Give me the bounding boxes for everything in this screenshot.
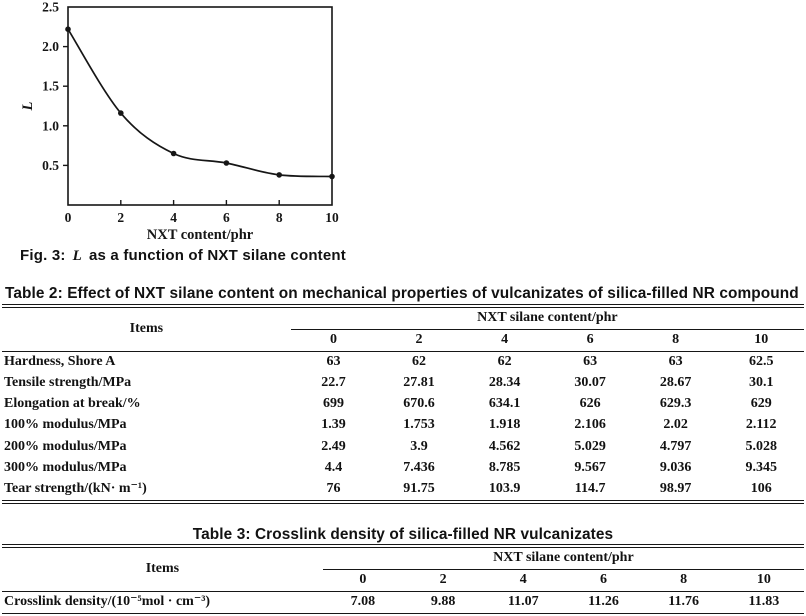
data-point: [329, 174, 335, 180]
cell-value: 1.753: [403, 417, 435, 433]
row-label: Crosslink density/(10⁻⁵mol · cm⁻³): [4, 594, 211, 610]
col-header: 4: [483, 570, 563, 592]
cell-value: 30.07: [574, 375, 606, 391]
table-row: [2, 394, 804, 415]
cell-value: 62: [497, 354, 512, 370]
table-row: [2, 415, 804, 436]
cell-value: 4.562: [488, 438, 521, 454]
col-header: 4: [462, 330, 548, 352]
span-header: NXT silane content/phr: [291, 306, 804, 330]
row-label: Elongation at break/%: [4, 396, 141, 412]
y-tick-label: 1.5: [42, 78, 59, 94]
cell-value: 11.83: [748, 594, 780, 610]
cell-value: 5.028: [745, 438, 777, 454]
y-tick-label: 2.5: [42, 0, 59, 15]
items-header: Items: [2, 306, 291, 352]
table-row: [2, 373, 804, 394]
cell-value: 76: [326, 480, 341, 496]
col-header: 8: [633, 330, 719, 352]
cell-value: 629.3: [659, 396, 692, 412]
row-label: 200% modulus/MPa: [4, 438, 127, 454]
cell-value: 27.81: [403, 375, 435, 391]
cell-value: 2.02: [663, 417, 688, 433]
table3: [2, 544, 804, 616]
table3-title: Table 3: Crosslink density of silica-filled NR vulcanizates: [192, 526, 614, 543]
data-point: [276, 172, 282, 178]
cell-value: 114.7: [574, 480, 606, 496]
row-label: Tensile strength/MPa: [4, 375, 132, 391]
items-header: Items: [2, 546, 323, 592]
cell-value: 30.1: [748, 375, 774, 391]
row-label: 100% modulus/MPa: [4, 417, 127, 433]
figure-caption: [20, 247, 540, 265]
cell-value: 2.112: [745, 417, 777, 433]
cell-value: 28.67: [659, 375, 692, 391]
cell-value: 1.39: [321, 417, 346, 433]
cell-value: 3.9: [410, 438, 428, 454]
row-label: Tear strength/(kN· m⁻¹): [4, 480, 147, 496]
x-tick-label: 4: [170, 210, 177, 225]
figure-caption-symbol: L: [72, 248, 82, 264]
col-header: 0: [291, 330, 377, 352]
cell-value: 2.49: [321, 438, 346, 454]
cell-value: 626: [579, 396, 601, 412]
span-header: NXT silane content/phr: [323, 546, 804, 570]
table-row: [2, 592, 804, 616]
cell-value: 11.76: [668, 594, 700, 610]
x-tick-label: 2: [117, 210, 125, 225]
cell-value: 8.785: [488, 459, 521, 475]
cell-value: 11.07: [507, 594, 539, 610]
line-chart: [0, 0, 360, 246]
data-point: [171, 151, 177, 157]
cell-value: 63: [668, 354, 683, 370]
table-row: [2, 458, 804, 479]
cell-value: 7.436: [403, 459, 435, 475]
cell-value: 28.34: [488, 375, 521, 391]
col-header: 10: [718, 330, 804, 352]
cell-value: 9.88: [430, 594, 456, 610]
y-axis-label: L: [20, 101, 36, 111]
y-tick-label: 0.5: [42, 157, 59, 173]
table-row: [2, 479, 804, 502]
data-point: [65, 26, 71, 32]
col-header: 2: [403, 570, 483, 592]
cell-value: 1.918: [488, 417, 521, 433]
cell-value: 91.75: [403, 480, 435, 496]
data-curve: [68, 29, 332, 176]
x-tick-label: 0: [64, 210, 72, 225]
figure-caption-text: as a function of NXT silane content: [88, 247, 346, 264]
cell-value: 670.6: [403, 396, 435, 412]
col-header: 2: [376, 330, 462, 352]
cell-value: 9.567: [574, 459, 606, 475]
cell-value: 103.9: [488, 480, 521, 496]
cell-value: 4.4: [324, 459, 343, 475]
col-header: 6: [547, 330, 633, 352]
y-tick-label: 1.0: [42, 118, 59, 134]
cell-value: 22.7: [321, 375, 346, 391]
figure-3: [0, 0, 360, 246]
cell-value: 699: [323, 396, 345, 412]
cell-value: 2.106: [574, 417, 606, 433]
table-row: [2, 352, 804, 374]
cell-value: 4.797: [659, 438, 692, 454]
y-tick-label: 2.0: [42, 39, 59, 55]
row-label: 300% modulus/MPa: [4, 459, 127, 475]
cell-value: 106: [750, 480, 772, 496]
cell-value: 9.036: [659, 459, 692, 475]
cell-value: 629: [750, 396, 772, 412]
cell-value: 11.26: [588, 594, 619, 610]
col-header: 0: [323, 570, 403, 592]
table-row: [2, 437, 804, 458]
cell-value: 634.1: [488, 396, 521, 412]
cell-value: 98.97: [659, 480, 692, 496]
figure-caption-prefix: Fig. 3:: [20, 247, 66, 264]
x-tick-label: 8: [275, 210, 283, 225]
col-header: 8: [644, 570, 724, 592]
x-tick-label: 10: [325, 210, 339, 225]
cell-value: 5.029: [574, 438, 606, 454]
cell-value: 62.5: [748, 354, 774, 370]
table2-title: Table 2: Effect of NXT silane content on mechanical properties of vulcanizates of silica-filled NR compound: [5, 285, 799, 302]
data-point: [118, 110, 124, 116]
x-tick-label: 6: [223, 210, 230, 225]
cell-value: 63: [583, 354, 598, 370]
cell-value: 7.08: [350, 594, 376, 610]
cell-value: 63: [326, 354, 341, 370]
row-label: Hardness, Shore A: [4, 354, 116, 370]
col-header: 6: [563, 570, 643, 592]
x-axis-label: NXT content/phr: [146, 227, 254, 243]
table2: [2, 304, 804, 504]
cell-value: 9.345: [745, 459, 777, 475]
col-header: 10: [724, 570, 804, 592]
cell-value: 62: [412, 354, 427, 370]
data-point: [224, 160, 230, 166]
